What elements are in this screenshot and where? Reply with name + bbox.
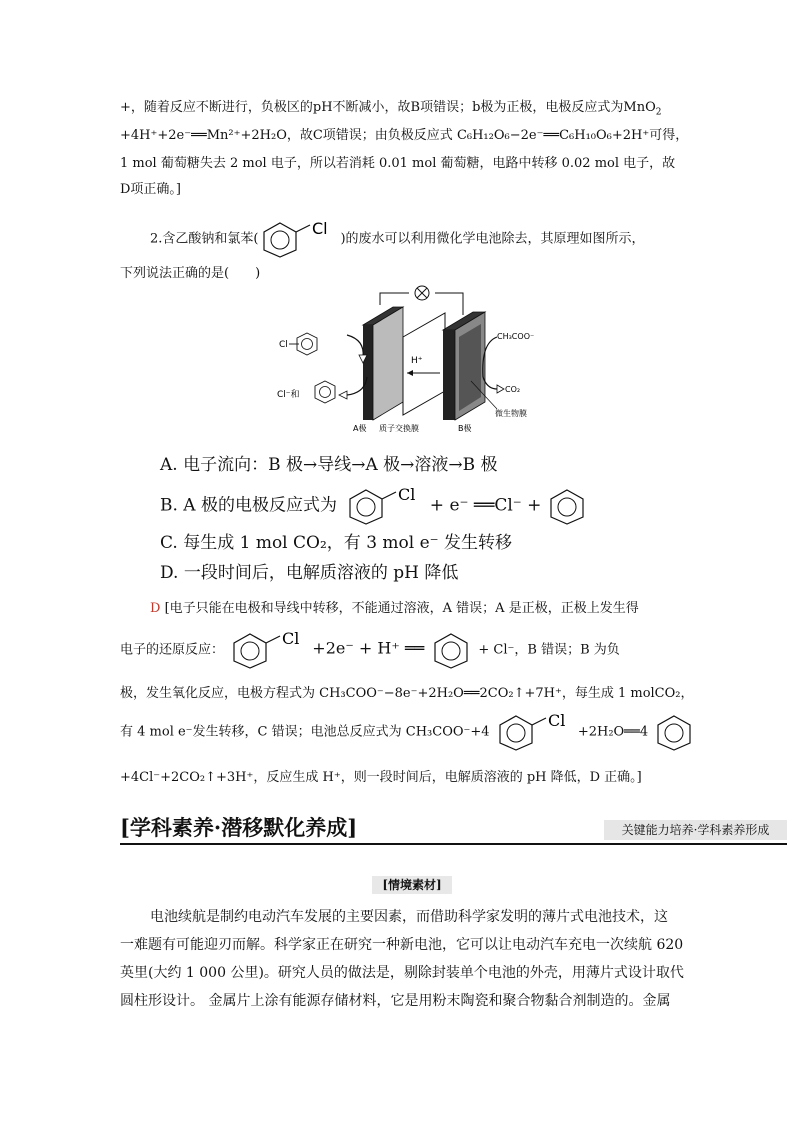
solution-line-3: 1 mol 葡萄糖失去 2 mol 电子，所以若消耗 0.01 mol 葡萄糖，电路中转移 0.02 mol 电子，故 <box>120 156 676 171</box>
left-cl-label: Cl <box>279 340 288 350</box>
benzene-structure-icon <box>547 486 587 526</box>
chlorobenzene-structure-icon <box>494 712 574 752</box>
proton-exchange-membrane <box>403 313 445 415</box>
stem-cl-label: Cl <box>312 220 329 238</box>
solution-line-2: +4H⁺+2e⁻══Mn²⁺+2H₂O，故C项错误；由负极反应式 C₆H₁₂O₆−2e⁻══C₆H₁₀O₆+2H⁺可得， <box>120 128 689 143</box>
section-divider <box>120 843 787 845</box>
section-title: [学科素养·潜移默化养成] <box>120 815 358 840</box>
option-b: B. A 极的电极反应式为 Cl + e⁻ ══Cl⁻ + <box>160 486 587 526</box>
answer-line-5: +4Cl⁻+2CO₂↑+3H⁺，反应生成 H⁺，则一段时间后，电解质溶液的 pH 降低，D 正确。] <box>120 770 642 785</box>
option-d: D. 一段时间后，电解质溶液的 pH 降低 <box>160 563 459 583</box>
answer-line-4: 有 4 mol e⁻发生转移，C 错误；电池总反应式为 CH₃COO⁻+4 Cl +2H₂O══4 <box>120 712 696 752</box>
co2-label: CO₂ <box>505 385 521 394</box>
answer-letter: D <box>150 601 161 616</box>
a-electrode-label: A极 <box>353 424 367 433</box>
answer-line-1: D [电子只能在电极和导线中转移，不能通过溶液，A 错误；A 是正极，正极上发生得 <box>150 601 639 616</box>
proton-label: H⁺ <box>411 356 423 366</box>
svg-text:Cl: Cl <box>547 712 566 730</box>
bulb-icon <box>415 286 429 300</box>
b-electrode-label: B极 <box>458 424 472 433</box>
left-product-label: Cl⁻和 <box>277 390 300 400</box>
microbial-cell-diagram <box>275 285 565 435</box>
option-c: C. 每生成 1 mol CO₂，有 3 mol e⁻ 发生转移 <box>160 533 513 553</box>
answer-line-2: 电子的还原反应： Cl +2e⁻ + H⁺ ══ + Cl⁻，B 错误；B 为负 <box>120 630 620 670</box>
material-paragraph-line-2: 一难题有可能迎刃而解。科学家正在研究一种新电池，它可以让电动汽车充电一次续航 620 <box>120 937 684 953</box>
material-paragraph-line-4: 圆柱形设计。 金属片上涂有能源存储材料，它是用粉末陶瓷和聚合物黏合剂制造的。金属 <box>120 993 671 1009</box>
solution-line-4: D项正确。] <box>120 182 181 197</box>
option-a: A. 电子流向：B 极→导线→A 极→溶液→B 极 <box>160 455 498 475</box>
chlorobenzene-structure-icon <box>342 486 424 526</box>
solution-line-1: +，随着反应不断进行，负极区的pH不断减小，故B项错误；b极为正极，电极反应式为MnO$_2$ <box>120 100 662 118</box>
chlorobenzene-structure-icon <box>258 220 340 258</box>
biofilm-label: 微生物膜 <box>495 409 527 418</box>
svg-text:Cl: Cl <box>398 486 416 504</box>
acetate-label: CH₃COO⁻ <box>497 332 535 341</box>
material-paragraph-line-1: 电池续航是制约电动汽车发展的主要因素，而借助科学家发明的薄片式电池技术，这 <box>150 909 668 925</box>
benzene-structure-icon <box>428 630 474 670</box>
question-stem-line-2: 下列说法正确的是( ) <box>120 266 261 281</box>
membrane-label: 质子交换膜 <box>379 424 419 433</box>
curved-arrow-icon <box>347 335 363 357</box>
question-stem-line-1: 2.含乙酸钠和氯苯( Cl )的废水可以利用微化学电池除去，其原理如图所示， <box>150 220 645 258</box>
section-tag: 关键能力培养·学科素养形成 <box>604 820 787 840</box>
chlorobenzene-structure-icon <box>228 630 308 670</box>
material-paragraph-line-3: 英里(大约 1 000 公里)。研究人员的做法是，剔除封装单个电池的外壳，用薄片式设计取代 <box>120 965 684 981</box>
benzene-structure-icon <box>652 712 696 752</box>
electrode-a <box>363 307 403 420</box>
svg-text:Cl: Cl <box>282 630 300 648</box>
material-heading: [情境素材] <box>372 876 452 894</box>
answer-line-3: 极，发生氧化反应，电极方程式为 CH₃COO⁻−8e⁻+2H₂O══2CO₂↑+7H⁺，每生成 1 molCO₂， <box>120 686 694 701</box>
electrode-b <box>443 312 485 420</box>
